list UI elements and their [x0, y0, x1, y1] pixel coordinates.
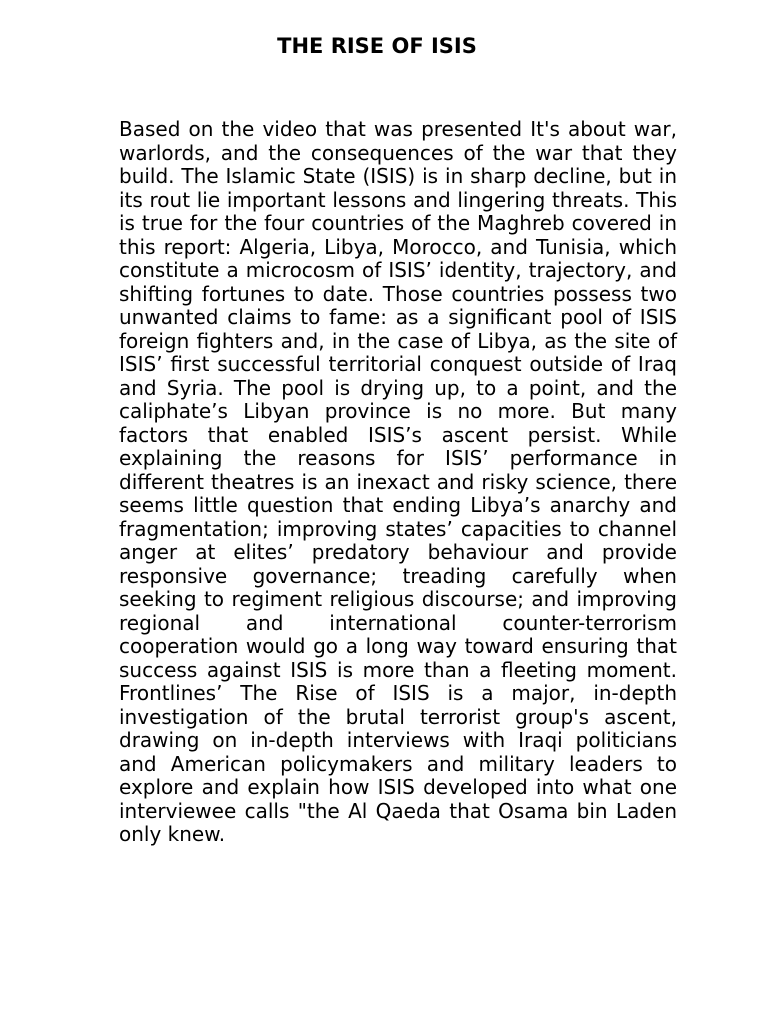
document-body-paragraph: Based on the video that was presented It's about war, warlords, and the consequences of the war that they build. The Islamic State (ISIS) is in sharp decline, but in its rout lie important lessons and lingering threats. This is true for the four countries of the Maghreb covered in this report: Algeria, Libya, Morocco, and Tunisia, which constitute a microcosm of ISIS’ identity, trajectory, and shifting fortunes to date. Those countries possess two unwanted claims to fame: as a significant pool of ISIS foreign fighters and, in the case of Libya, as the site of ISIS’ first successful territorial conquest outside of Iraq and Syria. The pool is drying up, to a point, and the caliphate’s Libyan province is no more. But many factors that enabled ISIS’s ascent persist. While explaining the reasons for ISIS’ performance in different theatres is an inexact and risky science, there seems little question that ending Libya’s anarchy and fragmentation; improving states’ capacities to channel anger at elites’ predatory behaviour and provide responsive governance; treading carefully when seeking to regiment religious discourse; and improving regional and international counter-terrorism cooperation would go a long way toward ensuring that success against ISIS is more than a fleeting moment. Frontlines’ The Rise of ISIS is a major, in-depth investigation of the brutal terrorist group's ascent, drawing on in-depth interviews with Iraqi politicians and American policymakers and military leaders to explore and explain how ISIS developed into what one interviewee calls "the Al Qaeda that Osama bin Laden only knew. — [119, 117, 677, 846]
document-title: THE RISE OF ISIS — [277, 34, 477, 58]
